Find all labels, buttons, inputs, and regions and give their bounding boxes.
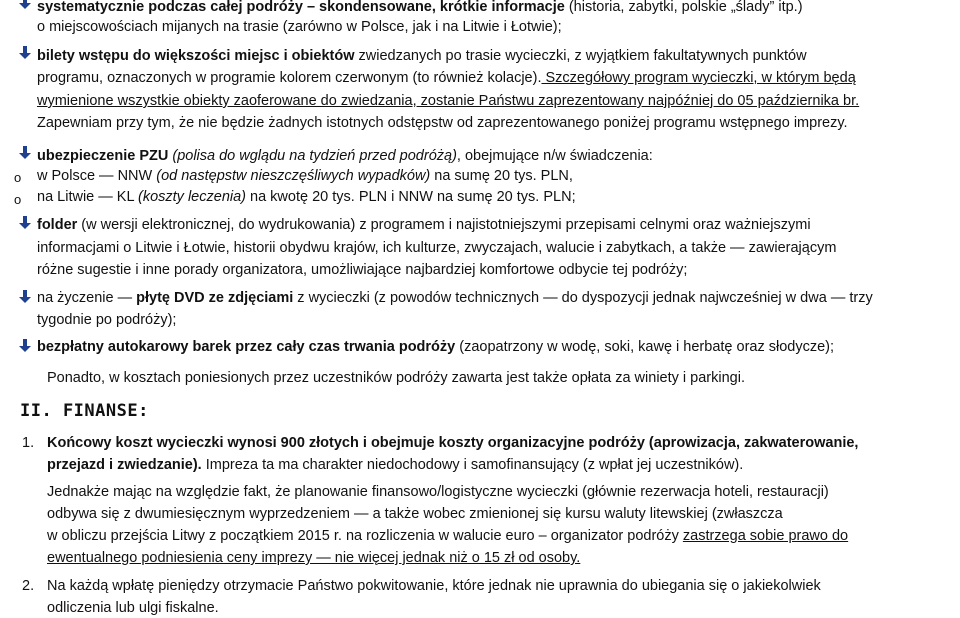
item2-line-2: odliczenia lub ulgi fiskalne. [47,600,219,616]
tickets-line-4: Zapewniam przy tym, że nie będzie żadnych istotnych odstępstw od zaprezentowanego poniżej programu wstępnego imprezy. [37,115,848,131]
item1-p2-line-3: w obliczu przejścia Litwy z początkiem 2015 r. na rozliczenia w walucie euro – organizator podróży zastrzega sobie prawo do [47,528,849,544]
folder-line-3: różne sugestie i inne porady organizatora, umożliwiające najbardziej komfortowe odbycie tej podróży; [37,262,688,278]
tickets-line-1: bilety wstępu do większości miejsc i obiektów zwiedzanych po trasie wycieczki, z wyjątkiem fakultatywnych punktów [37,48,807,64]
arrow-bullet-icon [18,290,32,304]
arrow-bullet-icon [18,46,32,60]
section-a-line-2: o miejscowościach mijanych na trasie (zarówno w Polsce, jak i na Litwie i Łotwie); [37,19,562,35]
item-number: 1. [22,435,35,451]
insurance-sub-1: w Polsce — NNW (od następstw nieszczęśliwych wypadków) na sumę 20 tys. PLN, [37,168,573,184]
item2-line-1: Na każdą wpłatę pieniędzy otrzymacie Państwo pokwitowanie, które jednak nie uprawnia do ubiegania się o jakiekolwiek [47,578,821,594]
folder-line-1: folder (w wersji elektronicznej, do wydrukowania) z programem i najistotniejszymi przepisami celnymi oraz ważniejszymi [37,217,811,233]
arrow-bullet-icon [18,216,32,230]
tickets-line-3: wymienione wszystkie obiekty zaoferowane do zwiedzania, zostanie Państwu zaprezentowany najpóźniej do 05 października br. [37,93,860,109]
section-heading-finance: II. FINANSE: [20,401,149,421]
arrow-bullet-icon [18,0,32,10]
item-number: 2. [22,578,35,594]
item1-p2-line-2: odbywa się z dwumiesięcznym wyprzedzeniem — a także wobec zmienionej się kursu waluty litewskiej (zwłaszcza [47,506,783,522]
sub-bullet-marker: o [14,192,22,207]
item1-line-2: przejazd i zwiedzanie). Impreza ta ma charakter niedochodowy i samofinansujący (z wpłat jej uczestników). [47,457,744,473]
dvd-line-2: tygodnie po podróży); [37,312,177,328]
folder-line-2: informacjami o Litwie i Łotwie, historii obydwu krajów, ich kulturze, zwyczajach, walucie i zabytkach, a także — zawierającym [37,240,837,256]
insurance-line-1: ubezpieczenie PZU (polisa do wglądu na tydzień przed podróżą), obejmujące n/w świadczenia: [37,148,653,164]
sub-bullet-marker: o [14,170,22,185]
tickets-line-2: programu, oznaczonych w programie kolorem czerwonym (to również kolacje). Szczegółowy program wycieczki, w którym będą [37,70,856,86]
section-a-line-1: systematycznie podczas całej podróży – skondensowane, krótkie informacje (historia, zabytki, polskie „ślady” itp.) [37,0,803,15]
bar-line-1: bezpłatny autokarowy barek przez cały czas trwania podróży (zaopatrzony w wodę, soki, kawę i herbatę oraz słodycze); [37,339,835,355]
dvd-line-1: na życzenie — płytę DVD ze zdjęciami z wycieczki (z powodów technicznych — do dyspozycji jednak najwcześniej w dwa — trzy [37,290,873,306]
arrow-bullet-icon [18,146,32,160]
item1-p2-line-1: Jednakże mając na względzie fakt, że planowanie finansowo/logistyczne wycieczki (głównie rezerwacja hoteli, restauracji) [47,484,829,500]
item1-p2-line-4: ewentualnego podniesienia ceny imprezy — nie więcej jednak niż o 15 zł od osoby. [47,550,581,566]
arrow-bullet-icon [18,339,32,353]
item1-line-1: Końcowy koszt wycieczki wynosi 900 złotych i obejmuje koszty organizacyjne podróży (aprowizacja, zakwaterowanie, [47,435,859,451]
insurance-sub-2: na Litwie — KL (koszty leczenia) na kwotę 20 tys. PLN i NNW na sumę 20 tys. PLN; [37,189,576,205]
note-paragraph: Ponadto, w kosztach poniesionych przez uczestników podróży zawarta jest także opłata za winiety i parkingi. [47,370,745,386]
